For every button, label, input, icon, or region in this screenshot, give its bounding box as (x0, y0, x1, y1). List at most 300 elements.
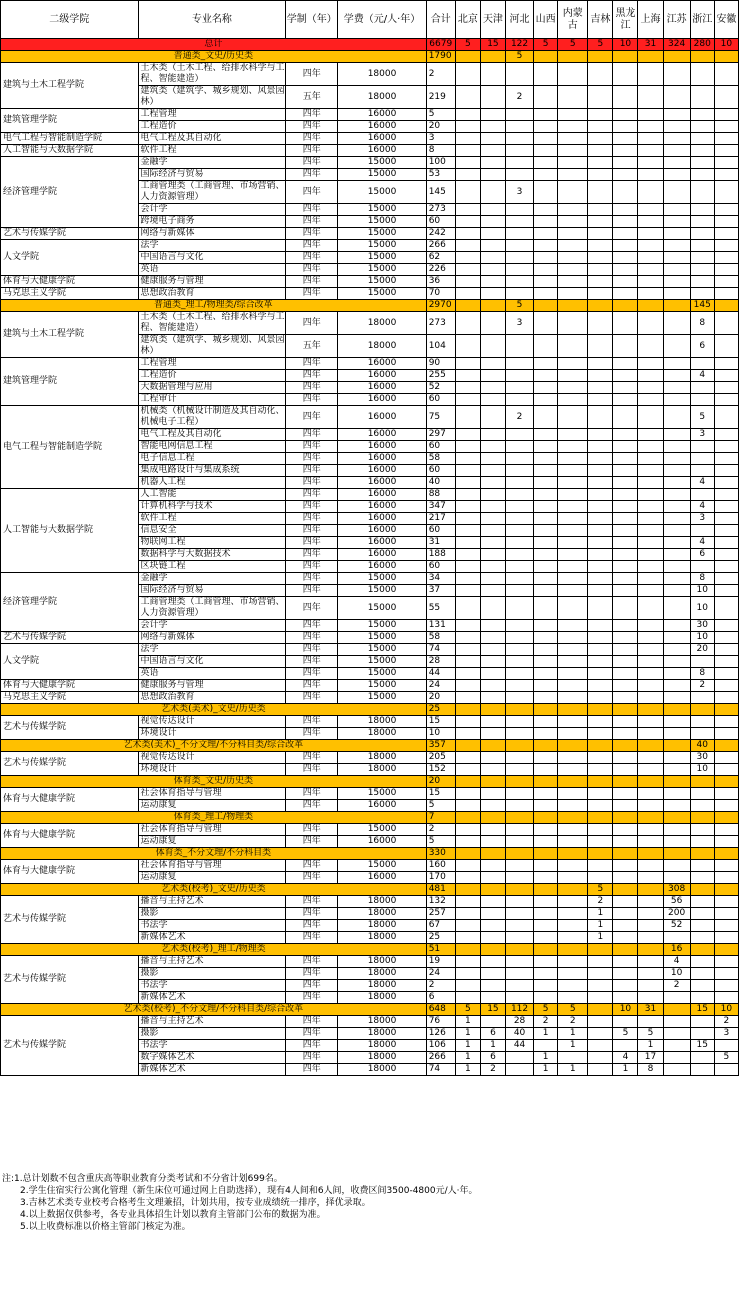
quota-cell (455, 109, 480, 121)
quota-cell (714, 121, 738, 133)
years-cell: 四年 (286, 513, 338, 525)
major-cell: 思想政治教育 (138, 288, 286, 300)
quota-cell (613, 932, 638, 944)
major-cell: 土木类（土木工程、给排水科学与工程、智能建造） (138, 63, 286, 86)
footnote-line: 5.以上收费标准以价格主管部门核定为准。 (20, 1222, 191, 1232)
quota-cell: 5 (638, 1028, 663, 1040)
quota-cell (613, 872, 638, 884)
quota-cell (588, 157, 613, 169)
quota-cell (588, 501, 613, 513)
quota-cell (588, 956, 613, 968)
quota-cell (558, 406, 588, 429)
quota-cell (638, 252, 663, 264)
quota-cell: 104 (426, 335, 455, 358)
footnotes (2, 1173, 737, 1233)
fee-cell: 15000 (338, 264, 426, 276)
quota-cell (505, 240, 533, 252)
quota-cell (480, 133, 505, 145)
category-cell (638, 300, 663, 312)
quota-cell (663, 453, 690, 465)
major-cell: 区块链工程 (138, 561, 286, 573)
quota-cell (663, 656, 690, 668)
quota-cell: 106 (426, 1040, 455, 1052)
quota-cell: 273 (426, 312, 455, 335)
quota-cell (534, 992, 558, 1004)
header-cell: 二级学院 (1, 1, 139, 39)
quota-cell (714, 288, 738, 300)
quota-cell (690, 288, 714, 300)
quota-cell (505, 788, 533, 800)
quota-cell (663, 620, 690, 632)
quota-cell (534, 228, 558, 240)
quota-cell (455, 358, 480, 370)
quota-cell (455, 836, 480, 848)
quota-cell (534, 860, 558, 872)
quota-cell (534, 597, 558, 620)
quota-cell (638, 668, 663, 680)
quota-cell (455, 86, 480, 109)
quota-cell (558, 896, 588, 908)
fee-cell: 15000 (338, 668, 426, 680)
quota-cell (663, 549, 690, 561)
category-cell: 112 (505, 1004, 533, 1016)
quota-cell (480, 692, 505, 704)
years-cell: 四年 (286, 394, 338, 406)
years-cell: 四年 (286, 525, 338, 537)
major-cell: 工程管理 (138, 109, 286, 121)
quota-cell: 145 (426, 181, 455, 204)
quota-cell (588, 573, 613, 585)
quota-cell (534, 788, 558, 800)
category-cell (690, 812, 714, 824)
quota-cell (663, 145, 690, 157)
quota-cell: 1 (638, 1040, 663, 1052)
quota-cell: 1 (480, 1040, 505, 1052)
quota-cell (505, 980, 533, 992)
fee-cell: 16000 (338, 525, 426, 537)
quota-cell (588, 680, 613, 692)
category-label: 艺术类(校考)_不分文理/不分科目类/综合改革 (1, 1004, 427, 1016)
total-cell: 6679 (426, 39, 455, 51)
quota-cell (714, 335, 738, 358)
quota-cell (480, 632, 505, 644)
years-cell: 四年 (286, 465, 338, 477)
header-cell: 专业名称 (138, 1, 286, 39)
quota-cell (690, 382, 714, 394)
category-cell (663, 300, 690, 312)
fee-cell: 18000 (338, 86, 426, 109)
years-cell: 四年 (286, 169, 338, 181)
quota-cell (534, 370, 558, 382)
quota-cell (663, 632, 690, 644)
quota-cell (534, 764, 558, 776)
quota-cell: 266 (426, 240, 455, 252)
quota-cell (505, 728, 533, 740)
quota-cell (714, 276, 738, 288)
quota-cell (455, 968, 480, 980)
quota-cell: 20 (426, 692, 455, 704)
category-cell (638, 884, 663, 896)
quota-cell (638, 181, 663, 204)
category-cell (534, 776, 558, 788)
category-label: 艺术类(美术)_文史/历史类 (1, 704, 427, 716)
quota-cell (714, 406, 738, 429)
quota-cell (613, 968, 638, 980)
major-cell: 数据科学与大数据技术 (138, 549, 286, 561)
quota-cell (663, 441, 690, 453)
major-cell: 国际经济与贸易 (138, 169, 286, 181)
quota-cell (613, 109, 638, 121)
category-cell: 648 (426, 1004, 455, 1016)
quota-cell (505, 632, 533, 644)
quota-cell (613, 406, 638, 429)
major-cell: 数字媒体艺术 (138, 1052, 286, 1064)
quota-cell (534, 824, 558, 836)
category-cell (480, 812, 505, 824)
quota-cell: 24 (426, 968, 455, 980)
quota-cell (613, 465, 638, 477)
quota-cell (663, 121, 690, 133)
quota-cell: 2 (505, 86, 533, 109)
quota-cell: 1 (588, 908, 613, 920)
major-cell: 摄影 (138, 1028, 286, 1040)
quota-cell: 10 (690, 597, 714, 620)
quota-cell (534, 525, 558, 537)
quota-cell (505, 644, 533, 656)
category-cell (505, 776, 533, 788)
category-cell (455, 704, 480, 716)
category-cell (588, 740, 613, 752)
quota-cell (558, 716, 588, 728)
years-cell: 四年 (286, 788, 338, 800)
fee-cell: 15000 (338, 252, 426, 264)
fee-cell: 16000 (338, 441, 426, 453)
quota-cell (663, 264, 690, 276)
quota-cell (558, 453, 588, 465)
quota-cell (663, 561, 690, 573)
quota-cell: 3 (505, 181, 533, 204)
quota-cell (690, 489, 714, 501)
quota-cell (588, 252, 613, 264)
quota-cell (613, 121, 638, 133)
quota-cell (638, 968, 663, 980)
quota-cell: 67 (426, 920, 455, 932)
quota-cell (534, 288, 558, 300)
quota-cell (638, 204, 663, 216)
years-cell: 四年 (286, 216, 338, 228)
quota-cell (638, 656, 663, 668)
quota-cell: 219 (426, 86, 455, 109)
quota-cell (663, 312, 690, 335)
quota-cell (663, 276, 690, 288)
quota-cell: 15 (426, 716, 455, 728)
quota-cell (455, 406, 480, 429)
years-cell: 四年 (286, 908, 338, 920)
total-cell: 15 (480, 39, 505, 51)
quota-cell (505, 656, 533, 668)
quota-cell (558, 788, 588, 800)
quota-cell (534, 264, 558, 276)
college-cell: 电气工程与智能制造学院 (1, 133, 139, 145)
total-cell: 10 (714, 39, 738, 51)
major-cell: 健康服务与管理 (138, 680, 286, 692)
quota-cell (613, 668, 638, 680)
quota-cell (714, 836, 738, 848)
category-label: 体育类_文史/历史类 (1, 776, 427, 788)
quota-cell (714, 537, 738, 549)
category-cell (690, 51, 714, 63)
quota-cell (638, 908, 663, 920)
quota-cell: 62 (426, 252, 455, 264)
quota-cell (534, 800, 558, 812)
quota-cell (455, 764, 480, 776)
quota-cell: 17 (638, 1052, 663, 1064)
quota-cell: 347 (426, 501, 455, 513)
quota-cell (613, 477, 638, 489)
fee-cell: 16000 (338, 406, 426, 429)
quota-cell (613, 63, 638, 86)
college-cell: 艺术与传媒学院 (1, 1016, 139, 1076)
quota-cell (558, 169, 588, 181)
quota-cell (480, 872, 505, 884)
fee-cell: 15000 (338, 788, 426, 800)
quota-cell (534, 276, 558, 288)
fee-cell: 16000 (338, 465, 426, 477)
years-cell: 四年 (286, 477, 338, 489)
category-cell (534, 300, 558, 312)
quota-cell (588, 228, 613, 240)
quota-cell: 1 (455, 1016, 480, 1028)
quota-cell (714, 489, 738, 501)
category-cell (558, 776, 588, 788)
quota-cell (455, 752, 480, 764)
quota-cell (534, 932, 558, 944)
quota-cell (690, 692, 714, 704)
quota-cell (480, 216, 505, 228)
category-cell (480, 848, 505, 860)
quota-cell (588, 597, 613, 620)
quota-cell: 2 (426, 980, 455, 992)
category-cell (505, 740, 533, 752)
quota-cell (534, 656, 558, 668)
quota-cell: 15 (690, 1040, 714, 1052)
quota-cell (588, 441, 613, 453)
quota-cell: 6 (426, 992, 455, 1004)
quota-cell (613, 288, 638, 300)
major-cell: 运动康复 (138, 800, 286, 812)
category-label: 艺术类(校考)_理工/物理类 (1, 944, 427, 956)
category-row (1, 704, 739, 716)
quota-cell (534, 312, 558, 335)
quota-cell (455, 573, 480, 585)
major-cell: 环境设计 (138, 728, 286, 740)
quota-cell: 5 (426, 800, 455, 812)
quota-cell (638, 549, 663, 561)
quota-cell: 226 (426, 264, 455, 276)
quota-cell (638, 644, 663, 656)
quota-cell (638, 312, 663, 335)
quota-cell (613, 157, 638, 169)
college-cell: 体育与大健康学院 (1, 276, 139, 288)
quota-cell (663, 788, 690, 800)
category-cell (714, 51, 738, 63)
category-cell (455, 776, 480, 788)
category-cell (588, 300, 613, 312)
quota-cell: 1 (534, 1028, 558, 1040)
quota-cell (613, 597, 638, 620)
fee-cell: 15000 (338, 216, 426, 228)
major-cell: 书法学 (138, 920, 286, 932)
quota-cell (480, 836, 505, 848)
quota-cell: 5 (426, 109, 455, 121)
quota-cell (663, 597, 690, 620)
quota-cell (638, 216, 663, 228)
fee-cell: 15000 (338, 860, 426, 872)
quota-cell (534, 181, 558, 204)
category-cell (663, 848, 690, 860)
quota-cell (638, 764, 663, 776)
quota-cell (558, 477, 588, 489)
quota-cell (558, 501, 588, 513)
quota-cell (714, 668, 738, 680)
quota-cell (480, 501, 505, 513)
quota-cell (534, 382, 558, 394)
quota-cell (505, 956, 533, 968)
quota-cell (663, 370, 690, 382)
years-cell: 四年 (286, 453, 338, 465)
quota-cell (480, 680, 505, 692)
quota-cell: 36 (426, 276, 455, 288)
quota-cell (638, 896, 663, 908)
fee-cell: 15000 (338, 585, 426, 597)
category-cell (613, 812, 638, 824)
quota-cell (534, 489, 558, 501)
quota-cell (534, 358, 558, 370)
quota-cell (558, 824, 588, 836)
quota-cell (663, 394, 690, 406)
years-cell: 四年 (286, 692, 338, 704)
table-row (1, 228, 739, 240)
category-cell: 25 (426, 704, 455, 716)
quota-cell (588, 1028, 613, 1040)
quota-cell (455, 382, 480, 394)
category-cell (613, 884, 638, 896)
college-cell: 艺术与传媒学院 (1, 228, 139, 240)
category-cell (690, 776, 714, 788)
quota-cell: 52 (663, 920, 690, 932)
quota-cell (613, 429, 638, 441)
quota-cell (690, 872, 714, 884)
quota-cell (690, 525, 714, 537)
fee-cell: 16000 (338, 477, 426, 489)
quota-cell (588, 312, 613, 335)
quota-cell: 10 (690, 585, 714, 597)
quota-cell (638, 537, 663, 549)
quota-cell (480, 597, 505, 620)
fee-cell: 16000 (338, 109, 426, 121)
category-row (1, 776, 739, 788)
quota-cell (638, 406, 663, 429)
quota-cell (613, 620, 638, 632)
quota-cell (558, 573, 588, 585)
quota-cell (505, 1052, 533, 1064)
category-row (1, 812, 739, 824)
major-cell: 工程造价 (138, 370, 286, 382)
category-cell: 357 (426, 740, 455, 752)
quota-cell (588, 145, 613, 157)
quota-cell (613, 513, 638, 525)
category-cell: 10 (714, 1004, 738, 1016)
quota-cell (663, 644, 690, 656)
quota-cell (455, 537, 480, 549)
category-cell (558, 848, 588, 860)
category-cell: 20 (426, 776, 455, 788)
quota-cell (480, 394, 505, 406)
quota-cell (480, 109, 505, 121)
quota-cell (455, 728, 480, 740)
quota-cell (638, 228, 663, 240)
years-cell: 四年 (286, 752, 338, 764)
header-cell: 北京 (455, 1, 480, 39)
quota-cell (455, 620, 480, 632)
quota-cell (558, 288, 588, 300)
fee-cell: 16000 (338, 358, 426, 370)
footnote-line: 4.以上数据仅供参考，各专业具体招生计划以教育主管部门公布的数据为准。 (20, 1210, 326, 1220)
quota-cell (480, 264, 505, 276)
quota-cell (663, 728, 690, 740)
quota-cell (588, 394, 613, 406)
quota-cell (714, 358, 738, 370)
quota-cell (455, 477, 480, 489)
category-label: 体育类_不分文理/不分科目类 (1, 848, 427, 860)
quota-cell: 8 (690, 312, 714, 335)
quota-cell (638, 920, 663, 932)
major-cell: 视觉传达设计 (138, 716, 286, 728)
quota-cell (690, 860, 714, 872)
quota-cell: 55 (426, 597, 455, 620)
quota-cell (638, 276, 663, 288)
quota-cell (714, 204, 738, 216)
category-cell (638, 704, 663, 716)
category-cell: 16 (663, 944, 690, 956)
category-cell: 330 (426, 848, 455, 860)
quota-cell (613, 276, 638, 288)
quota-cell (588, 525, 613, 537)
quota-cell (534, 157, 558, 169)
quota-cell (534, 537, 558, 549)
category-cell (588, 812, 613, 824)
quota-cell (613, 181, 638, 204)
quota-cell (714, 573, 738, 585)
quota-cell: 2 (663, 980, 690, 992)
major-cell: 运动康复 (138, 872, 286, 884)
quota-cell: 1 (588, 920, 613, 932)
quota-cell (558, 968, 588, 980)
quota-cell (613, 549, 638, 561)
quota-cell (663, 181, 690, 204)
college-cell: 电气工程与智能制造学院 (1, 406, 139, 489)
quota-cell: 58 (426, 632, 455, 644)
major-cell: 新媒体艺术 (138, 932, 286, 944)
quota-cell: 60 (426, 216, 455, 228)
header-cell: 内蒙古 (558, 1, 588, 39)
quota-cell (714, 561, 738, 573)
quota-cell (558, 752, 588, 764)
quota-cell (638, 836, 663, 848)
quota-cell (714, 632, 738, 644)
quota-cell: 297 (426, 429, 455, 441)
quota-cell (613, 632, 638, 644)
